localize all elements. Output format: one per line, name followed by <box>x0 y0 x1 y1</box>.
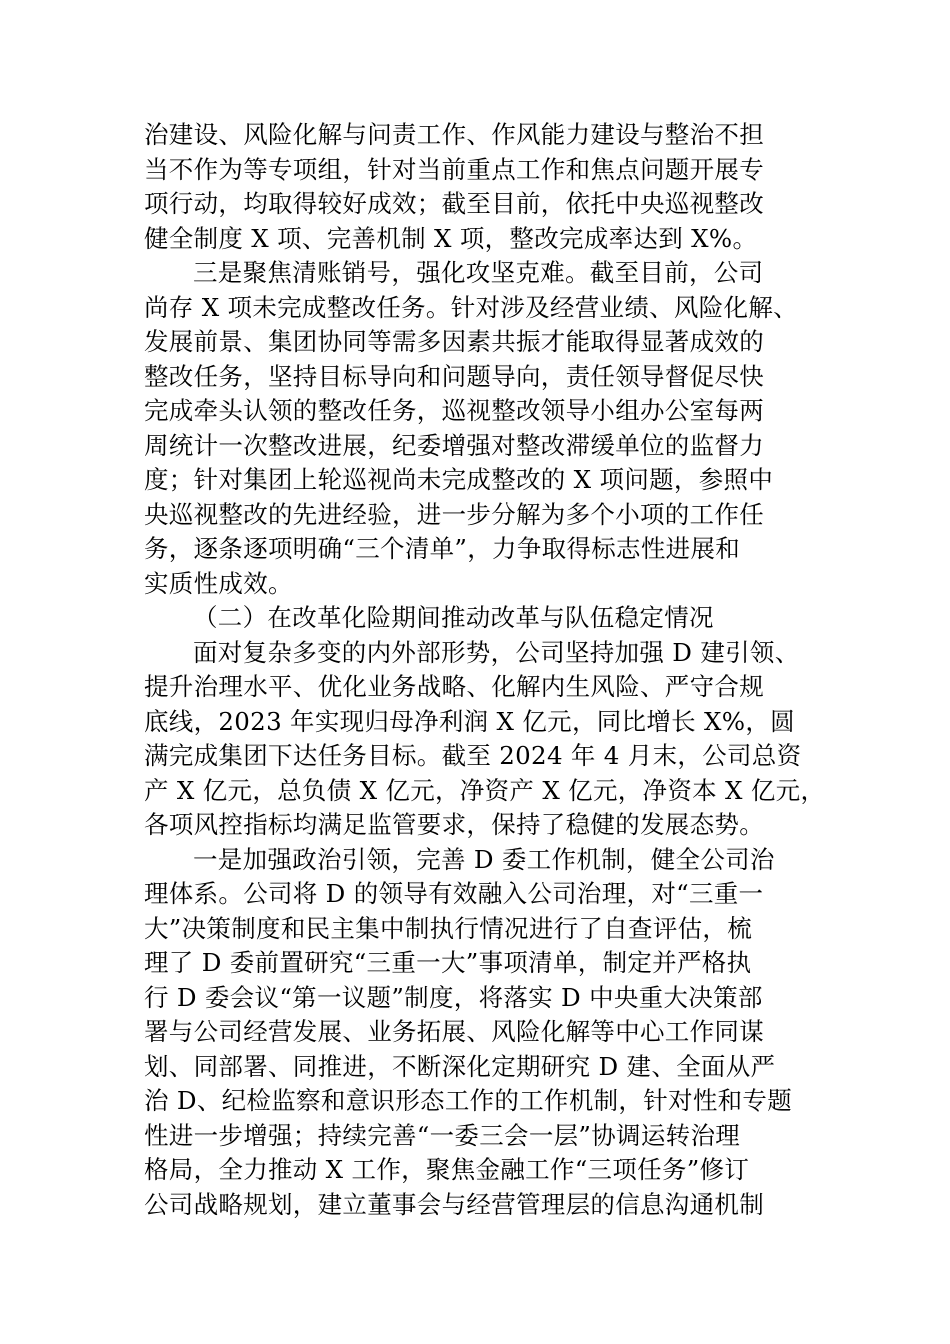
text-line: 务，逐条逐项明确“三个清单”，力争取得标志性进展和 <box>144 534 741 563</box>
text-line: 治建设、风险化解与问责工作、作风能力建设与整治不担 <box>144 120 764 149</box>
paragraph-first-line: 三是聚焦清账销号，强化攻坚克难。截至目前，公司 <box>193 258 764 287</box>
text-line: 发展前景、集团协同等需多因素共振才能取得显著成效的 <box>144 327 764 356</box>
text-line: 行 D 委会议“第一议题”制度，将落实 D 中央重大决策部 <box>144 982 763 1012</box>
text-line: 项行动，均取得较好成效；截至目前，依托中央巡视整改 <box>144 189 764 218</box>
text-line: 格局，全力推动 X 工作，聚焦金融工作“三项任务”修订 <box>144 1155 750 1184</box>
paragraph-first-line: 一是加强政治引领，完善 D 委工作机制，健全公司治 <box>193 844 775 874</box>
text-line: 整改任务，坚持目标导向和问题导向，责任领导督促尽快 <box>144 361 764 391</box>
text-line: 周统计一次整改进展，纪委增强对整改滞缓单位的监督力 <box>144 430 764 460</box>
text-line: 满完成集团下达任务目标。截至 2024 年 4 月末，公司总资 <box>144 741 802 770</box>
text-line: 完成牵头认领的整改任务，巡视整改领导小组办公室每两 <box>144 396 764 425</box>
text-line: 公司战略规划，建立董事会与经营管理层的信息沟通机制 <box>144 1189 764 1219</box>
text-line: 当不作为等专项组，针对当前重点工作和焦点问题开展专 <box>144 154 764 184</box>
text-line: 划、同部署、同推进，不断深化定期研究 D 建、全面从严 <box>144 1051 776 1081</box>
text-line: 署与公司经营发展、业务拓展、风险化解等中心工作同谋 <box>144 1017 764 1046</box>
section-heading: （二）在改革化险期间推动改革与队伍稳定情况 <box>193 603 714 632</box>
text-line: 理了 D 委前置研究“三重一大”事项清单，制定并严格执 <box>144 948 752 977</box>
text-line: 尚存 X 项未完成整改任务。针对涉及经营业绩、风险化解、 <box>144 292 798 322</box>
text-line: 性进一步增强；持续完善“一委三会一层”协调运转治理 <box>144 1120 741 1150</box>
paragraph-first-line: 面对复杂多变的内外部形势，公司坚持加强 D 建引领、 <box>193 637 800 667</box>
text-line: 度；针对集团上轮巡视尚未完成整改的 X 项问题，参照中 <box>144 465 774 494</box>
document-body <box>144 118 844 1222</box>
text-line: 产 X 亿元，总负债 X 亿元，净资产 X 亿元，净资本 X 亿元， <box>144 775 826 805</box>
text-line: 提升治理水平、优化业务战略、化解内生风险、严守合规 <box>144 672 764 701</box>
text-line: 大”决策制度和民主集中制执行情况进行了自查评估，梳 <box>144 913 753 943</box>
text-line: 治 D、纪检监察和意识形态工作的工作机制，针对性和专题 <box>144 1086 793 1115</box>
text-line: 理体系。公司将 D 的领导有效融入公司治理，对“三重一 <box>144 879 764 908</box>
text-line: 健全制度 X 项、完善机制 X 项，整改完成率达到 X%。 <box>144 223 758 253</box>
text-line: 各项风控指标均满足监管要求，保持了稳健的发展态势。 <box>144 810 764 839</box>
text-line: 底线，2023 年实现归母净利润 X 亿元，同比增长 X%，圆 <box>144 706 795 736</box>
text-line: 央巡视整改的先进经验，进一步分解为多个小项的工作任 <box>144 499 764 529</box>
text-line: 实质性成效。 <box>144 568 293 598</box>
